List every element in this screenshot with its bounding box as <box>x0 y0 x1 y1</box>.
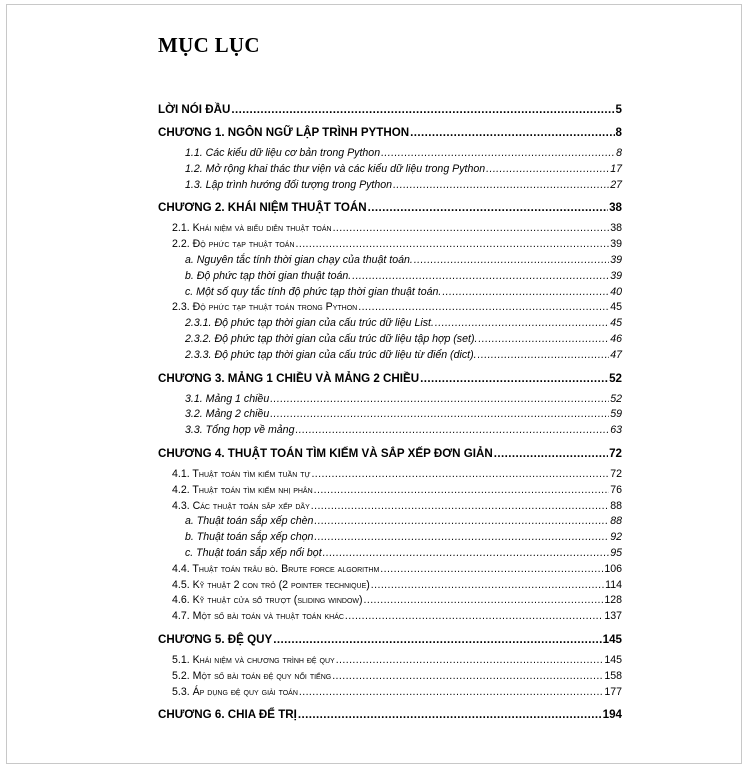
toc-entry-label: CHƯƠNG 2. KHÁI NIỆM THUẬT TOÁN <box>158 201 367 215</box>
dot-leader <box>311 467 609 483</box>
toc-chapter-entry[interactable] <box>158 370 622 387</box>
toc-entry-page-number: 27 <box>610 178 622 191</box>
toc-entry-label: 3.2. Mảng 2 chiều <box>185 408 270 421</box>
toc-entry-label: 5.2. Một số bài toán đệ quy nổi tiếng <box>172 669 332 682</box>
dot-leader <box>352 269 609 285</box>
toc-section-entry[interactable] <box>158 514 622 530</box>
toc-entry-page-number: 38 <box>610 222 622 235</box>
toc-entry-label: 4.2. Thuật toán tìm kiếm nhị phân <box>172 483 313 496</box>
toc-section-entry[interactable] <box>158 423 622 439</box>
toc-section-entry[interactable] <box>158 669 622 685</box>
toc-entry-label: CHƯƠNG 5. ĐỆ QUY <box>158 632 273 646</box>
toc-entry-page-number: 40 <box>610 285 622 298</box>
toc-entry-page-number: 47 <box>610 348 622 361</box>
dot-leader <box>442 285 609 301</box>
toc-section-entry[interactable] <box>158 685 622 701</box>
toc-entry-label: a. Nguyên tắc tính thời gian chạy của thuật toán. <box>185 253 413 266</box>
toc-section-entry[interactable] <box>158 253 622 269</box>
toc-entry-page-number: 45 <box>610 317 622 330</box>
toc-entry-page-number: 17 <box>610 162 622 175</box>
toc-entry-page-number: 52 <box>609 371 622 385</box>
dot-leader <box>414 253 609 269</box>
dot-leader <box>295 423 609 439</box>
toc-entry-page-number: 76 <box>610 483 622 496</box>
dot-leader <box>380 562 603 578</box>
dot-leader <box>270 407 609 423</box>
toc-entry-label: b. Độ phức tạp thời gian thuật toán. <box>185 269 352 282</box>
toc-entry-page-number: 88 <box>610 499 622 512</box>
dot-leader <box>410 124 614 141</box>
toc-entry-label: c. Thuật toán sắp xếp nổi bọt <box>185 546 322 559</box>
toc-entry-page-number: 39 <box>610 269 622 282</box>
toc-section-entry[interactable] <box>158 483 622 499</box>
toc-entry-page-number: 137 <box>604 610 622 623</box>
toc-chapter-entry[interactable] <box>158 101 622 118</box>
toc-entry-page-number: 5 <box>615 103 622 116</box>
toc-entry-page-number: 39 <box>610 253 622 266</box>
toc-section-entry[interactable] <box>158 285 622 301</box>
dot-leader <box>323 546 610 562</box>
toc-entry-label: 2.3.1. Độ phức tạp thời gian của cấu trúc dữ liệu List. <box>185 317 434 330</box>
toc-entry-page-number: 177 <box>604 685 622 698</box>
dot-leader <box>345 609 603 625</box>
toc-section-entry[interactable] <box>158 499 622 515</box>
toc-chapter-entry[interactable] <box>158 631 622 648</box>
toc-entry-label: CHƯƠNG 1. NGÔN NGỮ LẬP TRÌNH PYTHON <box>158 126 410 139</box>
toc-entry-page-number: 95 <box>610 546 622 559</box>
toc-entry-page-number: 92 <box>610 531 622 544</box>
dot-leader <box>314 530 609 546</box>
toc-entry-page-number: 39 <box>610 238 622 251</box>
toc-entry-label: b. Thuật toán sắp xếp chọn <box>185 531 314 544</box>
toc-section-entry[interactable] <box>158 162 622 178</box>
toc-entry-label: LỜI NÓI ĐẦU <box>158 103 231 116</box>
toc-entry-page-number: 114 <box>605 578 622 591</box>
toc-section-entry[interactable] <box>158 300 622 316</box>
toc-section-entry[interactable] <box>158 546 622 562</box>
dot-leader <box>393 178 609 194</box>
toc-entry-label: 2.3.2. Độ phức tạp thời gian của cấu trúc dữ liệu tập hợp (set). <box>185 332 478 345</box>
toc-entry-page-number: 8 <box>616 147 622 159</box>
toc-entry-label: 4.6. Kỹ thuật cửa sổ trượt (sliding window) <box>172 594 363 607</box>
toc-entry-label: a. Thuật toán sắp xếp chèn <box>185 515 314 528</box>
dot-leader <box>420 370 608 387</box>
toc-chapter-entry[interactable] <box>158 124 622 141</box>
toc-entry-page-number: 88 <box>610 515 622 528</box>
dot-leader <box>364 593 604 609</box>
toc-entry-label: 2.3.3. Độ phức tạp thời gian của cấu trúc dữ liệu từ điển (dict). <box>185 348 477 361</box>
dot-leader <box>486 162 609 178</box>
toc-entry-label: 1.3. Lập trình hướng đối tượng trong Python <box>185 178 393 191</box>
toc-entry-page-number: 194 <box>602 708 622 722</box>
dot-leader <box>270 392 609 408</box>
toc-entry-page-number: 145 <box>602 632 622 646</box>
toc-section-entry[interactable] <box>158 332 622 348</box>
toc-section-entry[interactable] <box>158 269 622 285</box>
toc-entry-page-number: 72 <box>610 467 622 480</box>
table-of-contents <box>158 101 622 728</box>
toc-section-entry[interactable] <box>158 578 622 594</box>
toc-entry-label: 4.4. Thuật toán trâu bò. Brute force algorithm <box>172 562 380 575</box>
toc-section-entry[interactable] <box>158 221 622 237</box>
toc-entry-label: CHƯƠNG 4. THUẬT TOÁN TÌM KIẾM VÀ SẮP XẾP ĐƠN GIẢN <box>158 446 493 460</box>
dot-leader <box>273 631 601 648</box>
toc-section-entry[interactable] <box>158 407 622 423</box>
toc-entry-page-number: 158 <box>604 669 622 682</box>
dot-leader <box>332 669 603 685</box>
toc-entry-label: 5.1. Khái niệm và chương trình đệ quy <box>172 653 335 666</box>
dot-leader <box>478 332 609 348</box>
dot-leader <box>299 685 603 701</box>
toc-entry-page-number: 63 <box>610 424 622 437</box>
dot-leader <box>333 221 610 237</box>
toc-section-entry[interactable] <box>158 530 622 546</box>
toc-entry-label: 2.2. Độ phức tạp thuật toán <box>172 238 295 251</box>
toc-section-entry[interactable] <box>158 653 622 669</box>
toc-entry-label: 3.3. Tổng hợp về mảng <box>185 424 295 437</box>
dot-leader <box>371 578 604 594</box>
toc-entry-page-number: 52 <box>610 392 622 405</box>
dot-leader <box>336 653 604 669</box>
toc-section-entry[interactable] <box>158 316 622 332</box>
dot-leader <box>358 300 609 316</box>
toc-entry-page-number: 72 <box>609 446 622 460</box>
toc-section-entry[interactable] <box>158 392 622 408</box>
toc-entry-label: 2.1. Khái niệm và biểu diễn thuật toán <box>172 222 332 235</box>
toc-section-entry[interactable] <box>158 178 622 194</box>
toc-entry-label: 1.2. Mở rộng khai thác thư viện và các kiểu dữ liệu trong Python <box>185 162 486 175</box>
toc-entry-page-number: 45 <box>610 301 622 314</box>
toc-section-entry[interactable] <box>158 467 622 483</box>
toc-entry-page-number: 145 <box>604 653 622 666</box>
page-title: MỤC LỤC <box>158 33 260 57</box>
dot-leader <box>478 348 610 364</box>
toc-entry-label: 1.1. Các kiểu dữ liệu cơ bản trong Python <box>185 147 381 159</box>
toc-section-entry[interactable] <box>158 237 622 253</box>
toc-entry-label: CHƯƠNG 6. CHIA ĐỂ TRỊ <box>158 708 297 722</box>
toc-entry-label: 3.1. Mảng 1 chiều <box>185 392 270 405</box>
toc-entry-label: 4.3. Các thuật toán sắp xếp dãy <box>172 499 310 512</box>
toc-entry-page-number: 59 <box>610 408 622 421</box>
toc-chapter-entry[interactable] <box>158 706 622 723</box>
toc-entry-page-number: 106 <box>604 562 622 575</box>
toc-section-entry[interactable] <box>158 593 622 609</box>
dot-leader <box>314 514 609 530</box>
toc-chapter-entry[interactable] <box>158 445 622 462</box>
toc-entry-label: 4.7. Một số bài toán và thuật toán khác <box>172 610 344 623</box>
toc-chapter-entry[interactable] <box>158 199 622 216</box>
toc-entry-label: 2.3. Độ phức tạp thuật toán trong Python <box>172 301 358 314</box>
toc-section-entry[interactable] <box>158 609 622 625</box>
toc-entry-page-number: 8 <box>615 126 622 139</box>
dot-leader <box>368 199 608 216</box>
toc-section-entry[interactable] <box>158 348 622 364</box>
toc-entry-label: 4.1. Thuật toán tìm kiếm tuần tự <box>172 467 311 480</box>
toc-entry-page-number: 128 <box>604 594 622 607</box>
dot-leader <box>231 101 614 118</box>
toc-section-entry[interactable] <box>158 146 622 162</box>
dot-leader <box>298 706 602 723</box>
toc-entry-page-number: 46 <box>610 332 622 345</box>
toc-entry-label: c. Một số quy tắc tính độ phức tạp thời gian thuật toán. <box>185 285 442 298</box>
toc-section-entry[interactable] <box>158 562 622 578</box>
dot-leader <box>314 483 610 499</box>
dot-leader <box>311 499 609 515</box>
dot-leader <box>381 146 615 162</box>
dot-leader <box>296 237 610 253</box>
toc-entry-label: 5.3. Áp dụng đệ quy giải toán <box>172 685 298 698</box>
toc-entry-label: 4.5. Kỹ thuật 2 con trỏ (2 pointer technique) <box>172 578 370 591</box>
dot-leader <box>435 316 609 332</box>
dot-leader <box>494 445 608 462</box>
toc-entry-label: CHƯƠNG 3. MẢNG 1 CHIỀU VÀ MẢNG 2 CHIỀU <box>158 371 420 385</box>
toc-entry-page-number: 38 <box>609 201 622 215</box>
